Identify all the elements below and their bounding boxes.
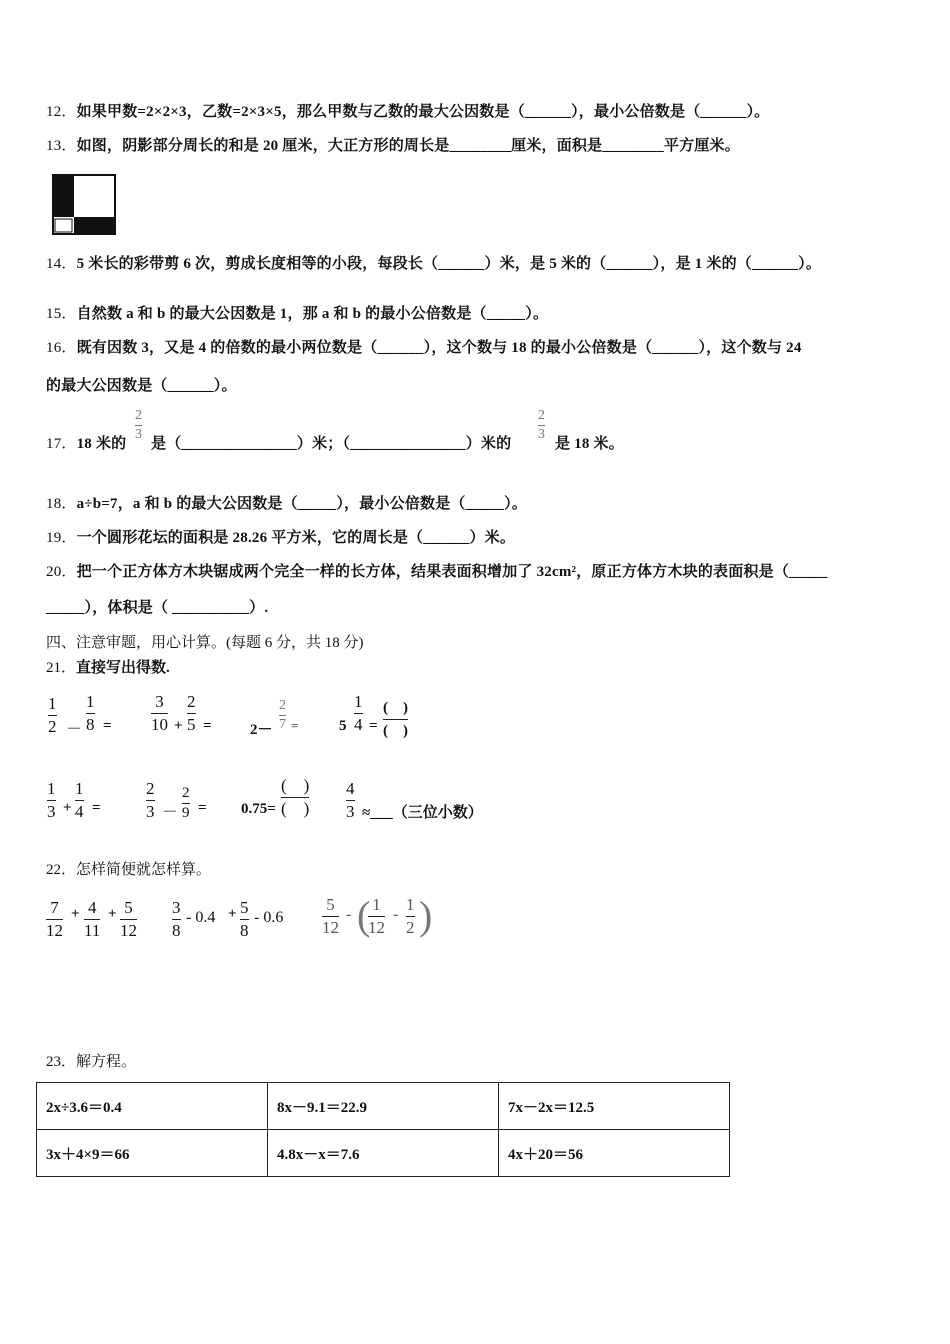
fraction: 3 10 xyxy=(151,692,168,734)
question-text: 直接写出得数. xyxy=(76,660,170,676)
question-text: _____），体积是（ __________）. xyxy=(46,600,269,616)
question-13 xyxy=(46,136,740,156)
fraction: 1 2 xyxy=(48,694,57,736)
whole-number: 2－ xyxy=(250,722,273,738)
question-number: 19． xyxy=(46,530,77,546)
fraction xyxy=(538,408,545,443)
fraction: 1 4 xyxy=(354,692,363,734)
plus-sign: + xyxy=(228,906,237,922)
equation-cell: 4x＋20＝56 xyxy=(499,1130,730,1177)
equals-sign: = xyxy=(92,800,101,816)
question-20-continued xyxy=(46,598,268,618)
question-number: 17． xyxy=(46,436,77,452)
denominator: 3 xyxy=(538,427,545,442)
question-number: 22． xyxy=(46,862,77,878)
shaded-squares-figure xyxy=(52,174,116,236)
question-16-continued xyxy=(46,376,237,396)
equation-cell: 4.8x－x＝7.6 xyxy=(268,1130,499,1177)
whole-number: 5 xyxy=(339,718,347,734)
question-text: 自然数 a 和 b 的最大公因数是 1，那 a 和 b 的最小公倍数是（_____）。 xyxy=(76,306,549,322)
table-row xyxy=(37,1130,730,1177)
fraction: 3 8 xyxy=(172,898,181,940)
question-number: 15． xyxy=(46,306,77,322)
question-text: 18 米的 xyxy=(76,436,127,452)
question-number: 16． xyxy=(46,340,77,356)
equation-cell: 3x＋4×9＝66 xyxy=(37,1130,268,1177)
fraction: 4 11 xyxy=(84,898,101,940)
minus-term: - 0.4 xyxy=(186,909,216,926)
question-15 xyxy=(46,304,548,324)
fraction: 1 3 xyxy=(47,779,56,821)
table-row xyxy=(37,1083,730,1130)
question-text: 一个圆形花坛的面积是 28.26 平方米，它的周长是（______）米。 xyxy=(76,530,516,546)
plus-sign: + xyxy=(71,906,80,922)
question-number: 18． xyxy=(46,496,77,512)
plus-sign: + xyxy=(108,906,117,922)
minus-sign: － xyxy=(66,721,83,738)
minus-sign: - xyxy=(346,906,352,923)
question-text: 既有因数 3，又是 4 的倍数的最小两位数是（______），这个数与 18 的最小公倍数是（______），这个数与 24 xyxy=(76,340,802,356)
fraction: 5 12 xyxy=(322,895,339,937)
question-text: a÷b=7，a 和 b 的最大公因数是（_____），最小公倍数是（_____）。 xyxy=(76,496,528,512)
fraction: 4 3 xyxy=(346,779,355,821)
equals-sign: = xyxy=(198,800,207,816)
blank-fraction: ( ) ( ) xyxy=(383,700,408,739)
question-16 xyxy=(46,338,802,358)
question-17 xyxy=(46,434,126,454)
fraction: 2 9 xyxy=(182,785,190,821)
question-22 xyxy=(46,860,211,880)
question-23 xyxy=(46,1052,136,1072)
question-number: 12． xyxy=(46,104,77,120)
equals-sign: = xyxy=(291,718,299,733)
question-text: 是（_______________）米；（_______________）米的 xyxy=(151,436,512,452)
question-text: 5 米长的彩带剪 6 次，剪成长度相等的小段，每段长（______）米，是 5 米的（______），是 1 米的（______）。 xyxy=(76,256,822,272)
fraction xyxy=(135,408,142,443)
minus-sign: - xyxy=(393,906,399,923)
minus-term: - 0.6 xyxy=(254,909,284,926)
equals-sign: = xyxy=(203,718,212,734)
equation-cell: 8x－9.1＝22.9 xyxy=(268,1083,499,1130)
fraction: 1 4 xyxy=(75,779,84,821)
numerator: 2 xyxy=(135,408,142,423)
question-number: 21． xyxy=(46,660,77,676)
right-paren: ) xyxy=(419,893,433,938)
equation-cell: 2x÷3.6＝0.4 xyxy=(37,1083,268,1130)
question-text: 如图，阴影部分周长的和是 20 厘米，大正方形的周长是________厘米，面积是________平方厘米。 xyxy=(76,138,740,154)
plus-sign: + xyxy=(63,800,72,816)
question-21 xyxy=(46,658,170,678)
question-text: 怎样简便就怎样算。 xyxy=(76,862,212,878)
numerator: 2 xyxy=(538,408,545,423)
blank-fraction: ( ) ( ) xyxy=(281,776,310,818)
equations-table xyxy=(36,1082,730,1177)
fraction: 7 12 xyxy=(46,898,63,940)
question-text: 解方程。 xyxy=(76,1054,137,1070)
question-text: 如果甲数=2×2×3，乙数=2×3×5，那么甲数与乙数的最大公因数是（______），最小公倍数是（______）。 xyxy=(76,104,770,120)
equals-sign: = xyxy=(103,718,112,734)
question-number: 14． xyxy=(46,256,77,272)
question-number: 13． xyxy=(46,138,77,154)
question-18 xyxy=(46,494,527,514)
fraction: 5 12 xyxy=(120,898,137,940)
left-paren: ( xyxy=(357,893,371,938)
question-20 xyxy=(46,562,828,582)
question-text: 把一个正方体方木块锯成两个完全一样的长方体，结果表面积增加了 32cm²，原正方体方木块的表面积是（_____ xyxy=(76,564,828,580)
question-text: 是 18 米。 xyxy=(555,436,624,452)
section-heading: 四、注意审题，用心计算。(每题 6 分，共 18 分) xyxy=(46,635,364,651)
equals-sign: = xyxy=(369,718,378,734)
decimal-lead: 0.75= xyxy=(241,801,276,817)
approx-tail: ≈___（三位小数） xyxy=(362,805,483,821)
minus-sign: － xyxy=(162,804,179,821)
fraction: 2 5 xyxy=(187,692,196,734)
question-number: 23． xyxy=(46,1054,77,1070)
fraction: 2 7 xyxy=(279,698,286,732)
equation-cell: 7x－2x＝12.5 xyxy=(499,1083,730,1130)
question-19 xyxy=(46,528,515,548)
question-14 xyxy=(46,254,821,274)
question-12 xyxy=(46,102,770,122)
denominator: 3 xyxy=(135,427,142,442)
question-text: 的最大公因数是（______）。 xyxy=(46,378,237,394)
plus-sign: + xyxy=(174,718,183,734)
fraction: 1 2 xyxy=(406,895,415,937)
fraction: 5 8 xyxy=(240,898,249,940)
fraction: 1 12 xyxy=(368,895,385,937)
fraction: 2 3 xyxy=(146,779,155,821)
question-number: 20． xyxy=(46,564,77,580)
fraction: 1 8 xyxy=(86,692,95,734)
